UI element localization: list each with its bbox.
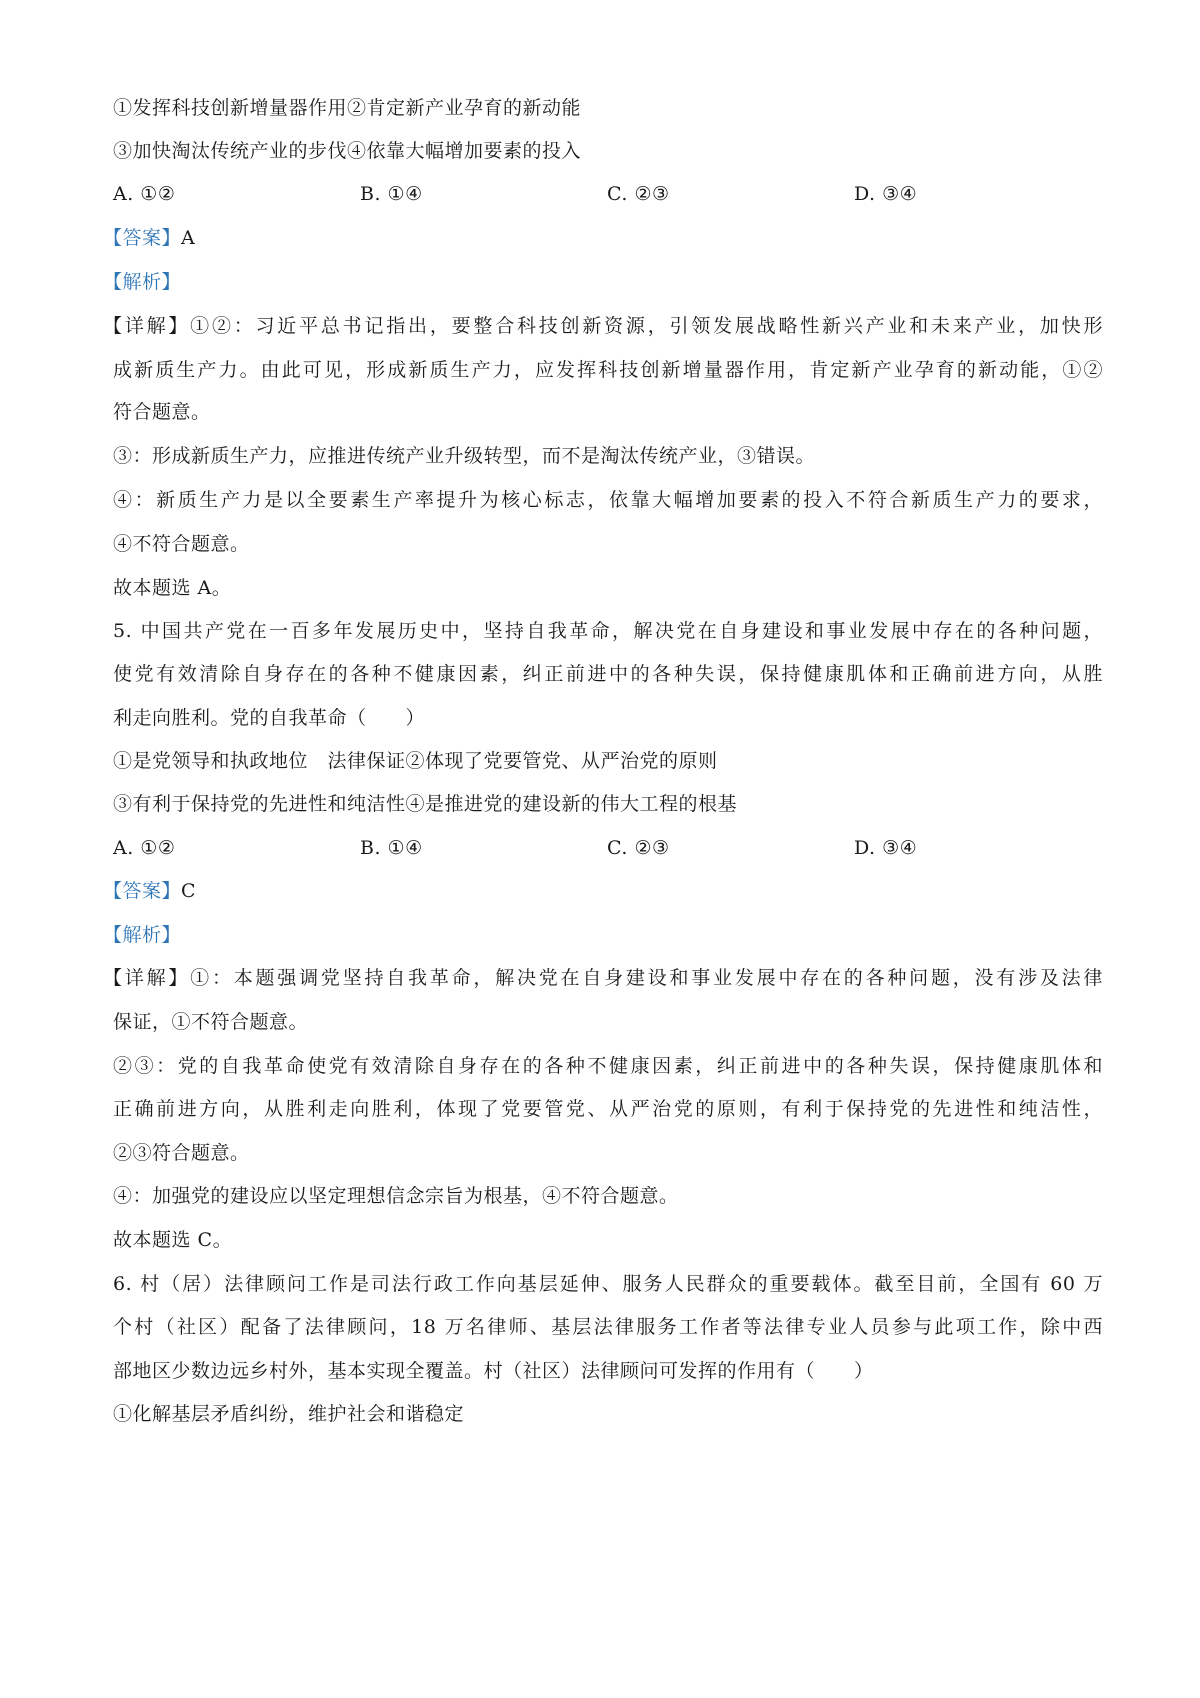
q4-detail-line-1 bbox=[103, 312, 1103, 340]
q5-analysis-heading bbox=[103, 921, 1093, 949]
q4-analysis-tag: 【解析】 bbox=[103, 271, 182, 293]
q4-statement-3-4: ③加快淘汰传统产业的步伐④依靠大幅增加要素的投入 bbox=[113, 140, 582, 162]
q5-option-b: B. ①④ bbox=[360, 837, 423, 859]
q4-option-a: A. ①② bbox=[113, 183, 176, 205]
q5-option-d: D. ③④ bbox=[854, 837, 918, 859]
q5-detail-text-1: ①：本题强调党坚持自我革命，解决党在自身建设和事业发展中存在的各种问题，没有涉及法律 bbox=[190, 967, 1103, 989]
q5-statement-3-4: ③有利于保持党的先进性和纯洁性④是推进党的建设新的伟大工程的根基 bbox=[113, 793, 738, 815]
q5-detail-line-5: ②③符合题意。 bbox=[113, 1142, 250, 1164]
q4-detail-text-1: ①②：习近平总书记指出，要整合科技创新资源，引领发展战略性新兴产业和未来产业，加快形 bbox=[190, 315, 1103, 337]
q6-stem-line-3: 部地区少数边远乡村外，基本实现全覆盖。村（社区）法律顾问可发挥的作用有（ ） bbox=[113, 1360, 874, 1382]
q4-detail-tag: 【详解】 bbox=[103, 315, 191, 337]
q4-detail-line-2: 成新质生产力。由此可见，形成新质生产力，应发挥科技创新增量器作用，肯定新产业孕育的新动能，①② bbox=[113, 359, 1103, 381]
q5-stem-line-3: 利走向胜利。党的自我革命（ ） bbox=[113, 707, 426, 729]
q4-option-c: C. ②③ bbox=[607, 183, 670, 205]
q5-analysis-tag: 【解析】 bbox=[103, 924, 182, 946]
q4-detail-line-5: ④：新质生产力是以全要素生产率提升为核心标志，依靠大幅增加要素的投入不符合新质生产力的要求， bbox=[113, 489, 1103, 511]
q5-detail-line-6: ④：加强党的建设应以坚定理想信念宗旨为根基，④不符合题意。 bbox=[113, 1185, 679, 1207]
q4-detail-line-4: ③：形成新质生产力，应推进传统产业升级转型，而不是淘汰传统产业，③错误。 bbox=[113, 445, 816, 467]
q6-statement-1: ①化解基层矛盾纠纷，维护社会和谐稳定 bbox=[113, 1403, 465, 1425]
q5-answer-tag: 【答案】 bbox=[103, 880, 182, 902]
q4-conclusion: 故本题选 A。 bbox=[113, 577, 232, 599]
q5-option-c: C. ②③ bbox=[607, 837, 670, 859]
q5-stem-line-1: 5. 中国共产党在一百多年发展历史中，坚持自我革命，解决党在自身建设和事业发展中存在的各种问题， bbox=[113, 620, 1103, 642]
q5-options bbox=[113, 834, 1103, 862]
q5-answer-value: C bbox=[181, 880, 197, 902]
q5-stem-line-2: 使党有效清除自身存在的各种不健康因素，纠正前进中的各种失误，保持健康肌体和正确前进方向，从胜 bbox=[113, 663, 1103, 685]
q6-stem-line-1: 6. 村（居）法律顾问工作是司法行政工作向基层延伸、服务人民群众的重要载体。截至目前，全国有 60 万 bbox=[113, 1273, 1103, 1295]
q4-statement-1-2: ①发挥科技创新增量器作用②肯定新产业孕育的新动能 bbox=[113, 97, 582, 119]
q4-answer-tag: 【答案】 bbox=[103, 227, 182, 249]
q5-conclusion: 故本题选 C。 bbox=[113, 1229, 233, 1251]
q4-answer-value: A bbox=[181, 227, 196, 249]
q4-options bbox=[113, 180, 1103, 208]
q4-option-d: D. ③④ bbox=[854, 183, 918, 205]
q4-option-b: B. ①④ bbox=[360, 183, 423, 205]
q5-option-a: A. ①② bbox=[113, 837, 176, 859]
q4-answer bbox=[103, 224, 1093, 252]
q6-stem-line-2: 个村（社区）配备了法律顾问，18 万名律师、基层法律服务工作者等法律专业人员参与此项工作，除中西 bbox=[113, 1316, 1103, 1338]
q5-detail-line-4: 正确前进方向，从胜利走向胜利，体现了党要管党、从严治党的原则，有利于保持党的先进性和纯洁性， bbox=[113, 1098, 1103, 1120]
q5-detail-tag: 【详解】 bbox=[103, 967, 191, 989]
q5-detail-line-3: ②③：党的自我革命使党有效清除自身存在的各种不健康因素，纠正前进中的各种失误，保持健康肌体和 bbox=[113, 1055, 1103, 1077]
q4-detail-line-6: ④不符合题意。 bbox=[113, 533, 250, 555]
q4-detail-line-3: 符合题意。 bbox=[113, 401, 211, 423]
q5-detail-line-1 bbox=[103, 964, 1103, 992]
q5-statement-1-2: ①是党领导和执政地位 法律保证②体现了党要管党、从严治党的原则 bbox=[113, 750, 718, 772]
q5-detail-line-2: 保证，①不符合题意。 bbox=[113, 1011, 309, 1033]
q5-answer bbox=[103, 877, 1093, 905]
q4-analysis-heading bbox=[103, 268, 1093, 296]
